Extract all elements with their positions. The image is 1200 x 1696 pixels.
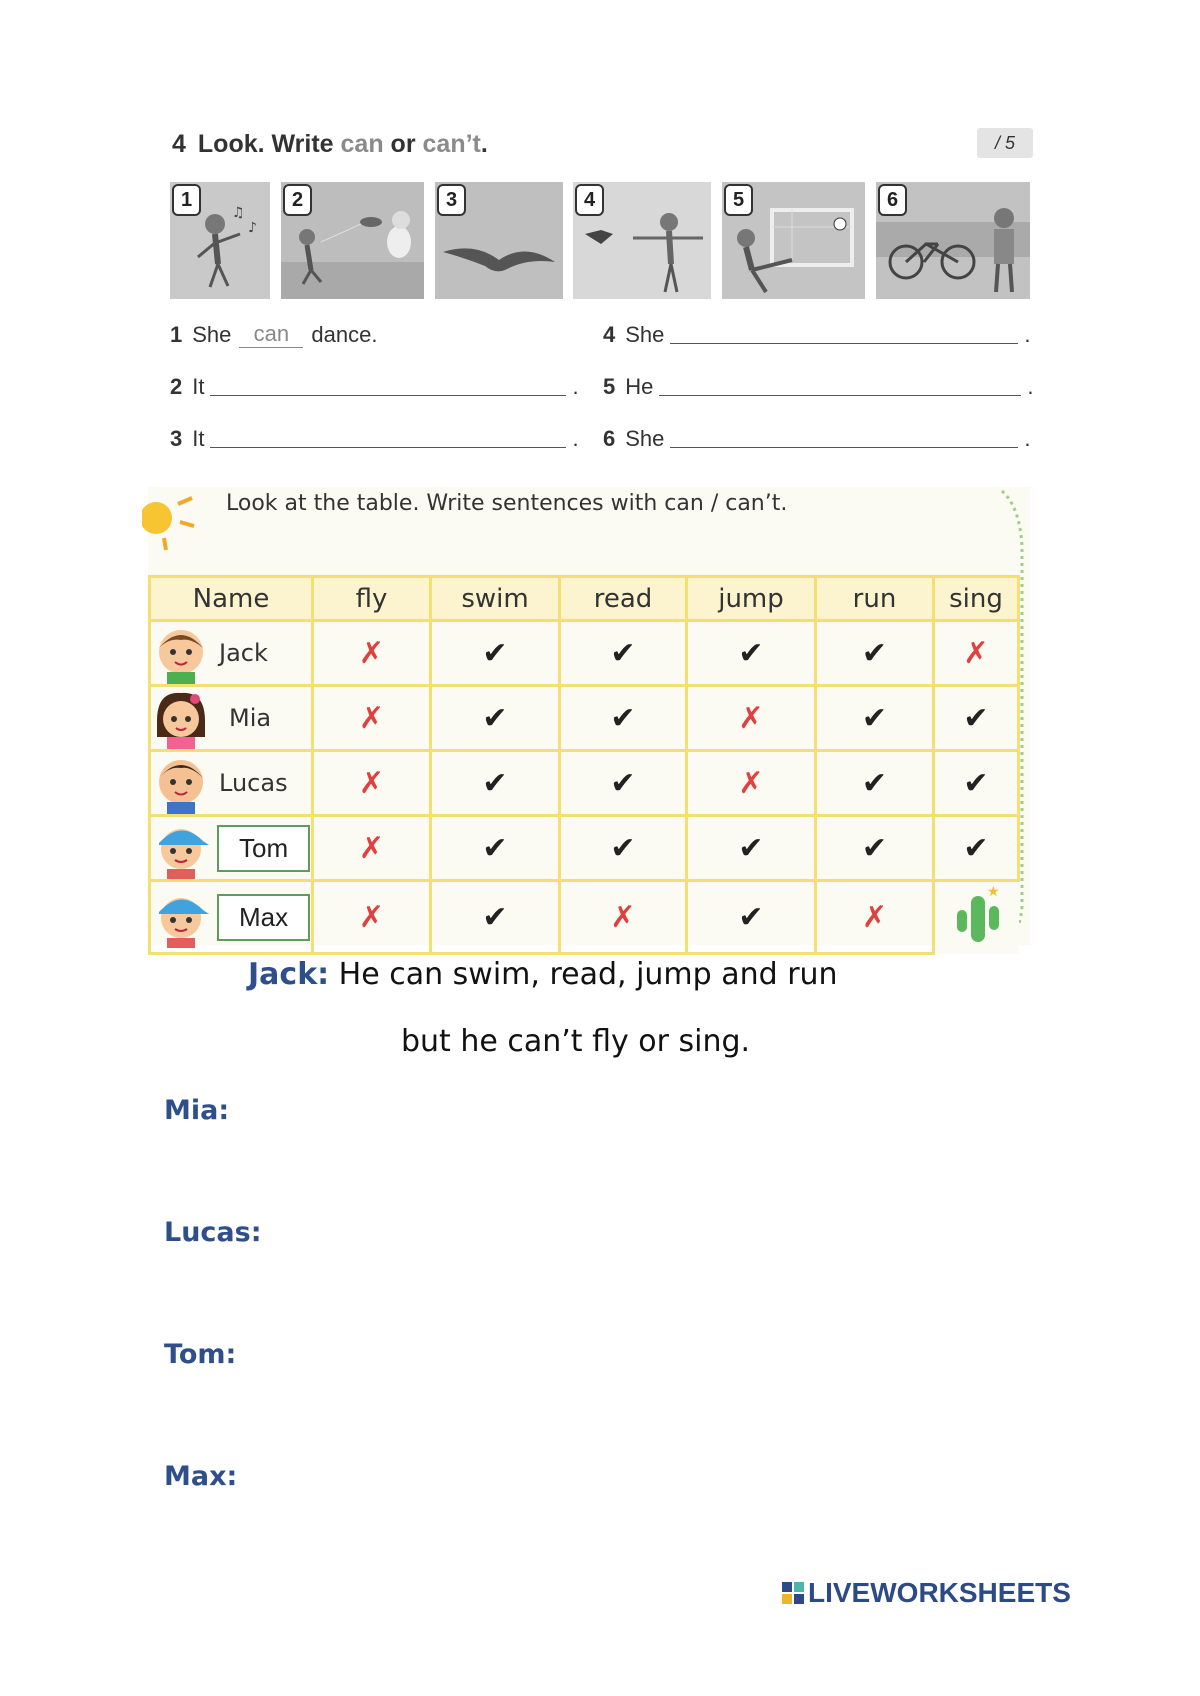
picture-1 xyxy=(170,182,270,299)
sentence-4: 4 She . xyxy=(603,322,1031,347)
label-lucas: Lucas: xyxy=(164,1217,262,1248)
example-line-2: but he can’t fly or sing. xyxy=(401,1024,751,1059)
name-cell xyxy=(150,686,313,751)
name-cell xyxy=(150,621,313,686)
kid-name: Jack xyxy=(219,639,268,667)
answer-example: can xyxy=(239,321,303,348)
check-icon: ✔ xyxy=(816,686,934,751)
table-row xyxy=(150,816,1019,881)
name-cell xyxy=(150,751,313,816)
name-cell xyxy=(150,816,313,881)
example-line-1: Jack: He can swim, read, jump and run xyxy=(248,957,838,992)
cross-icon: ✗ xyxy=(560,881,687,954)
table-row xyxy=(150,881,1019,954)
check-icon: ✔ xyxy=(431,686,560,751)
picture-4 xyxy=(573,182,711,299)
header-swim: swim xyxy=(431,577,560,621)
cross-icon: ✗ xyxy=(313,751,431,816)
answer-line[interactable] xyxy=(210,425,566,448)
name-cell xyxy=(150,881,313,954)
logo-squares-icon xyxy=(782,1582,804,1604)
score-box: / 5 xyxy=(977,128,1033,158)
sun-icon xyxy=(142,488,198,554)
check-icon: ✔ xyxy=(934,816,1019,881)
picture-6 xyxy=(876,182,1030,299)
picture-3 xyxy=(435,182,563,299)
check-icon: ✔ xyxy=(431,751,560,816)
check-icon: ✔ xyxy=(560,621,687,686)
table-row xyxy=(150,686,1019,751)
picture-number: 1 xyxy=(172,184,201,216)
check-icon: ✔ xyxy=(934,686,1019,751)
header-fly: fly xyxy=(313,577,431,621)
cross-icon: ✗ xyxy=(313,816,431,881)
header-name: Name xyxy=(150,577,313,621)
header-jump: jump xyxy=(687,577,816,621)
check-icon: ✔ xyxy=(560,816,687,881)
boy-avatar-icon xyxy=(151,622,213,684)
cross-icon: ✗ xyxy=(313,686,431,751)
answer-line[interactable] xyxy=(210,373,566,396)
check-icon: ✔ xyxy=(687,621,816,686)
kid-name: Tom xyxy=(217,825,310,872)
picture-number: 2 xyxy=(283,184,312,216)
girl-avatar-icon xyxy=(151,687,213,749)
table-row xyxy=(150,621,1019,686)
answer-line[interactable] xyxy=(670,321,1018,344)
abilities-table xyxy=(148,575,1020,955)
kid-name: Lucas xyxy=(219,769,288,797)
cross-icon: ✗ xyxy=(313,881,431,954)
header-sing: sing xyxy=(934,577,1019,621)
cactus-cell xyxy=(934,881,1019,954)
sentence-2: 2 It . xyxy=(170,374,579,399)
check-icon: ✔ xyxy=(687,881,816,954)
check-icon: ✔ xyxy=(687,816,816,881)
example-name: Jack: xyxy=(248,957,330,992)
brand-text: LIVEWORKSHEETS xyxy=(808,1577,1071,1608)
picture-5 xyxy=(722,182,865,299)
cross-icon: ✗ xyxy=(816,881,934,954)
picture-number: 3 xyxy=(437,184,466,216)
kid-name: Max xyxy=(217,894,310,941)
check-icon: ✔ xyxy=(816,751,934,816)
table-row xyxy=(150,751,1019,816)
boy-avatar-icon xyxy=(151,752,213,814)
svg-text:♫: ♫ xyxy=(232,205,245,221)
table-header-row xyxy=(150,577,1019,621)
check-icon: ✔ xyxy=(431,816,560,881)
header-run: run xyxy=(816,577,934,621)
picture-2 xyxy=(281,182,424,299)
check-icon: ✔ xyxy=(816,816,934,881)
picture-number: 5 xyxy=(724,184,753,216)
label-tom: Tom: xyxy=(164,1339,237,1370)
cross-icon: ✗ xyxy=(934,621,1019,686)
boy-with-cap-avatar-icon xyxy=(151,886,213,948)
cross-icon: ✗ xyxy=(313,621,431,686)
kid-name: Mia xyxy=(229,704,272,732)
svg-text:★: ★ xyxy=(987,884,1000,900)
boy-with-cap-avatar-icon xyxy=(151,817,213,879)
header-read: read xyxy=(560,577,687,621)
check-icon: ✔ xyxy=(816,621,934,686)
cactus-icon xyxy=(935,882,1017,944)
sentence-3: 3 It . xyxy=(170,426,579,451)
check-icon: ✔ xyxy=(560,686,687,751)
picture-number: 6 xyxy=(878,184,907,216)
answer-line[interactable] xyxy=(659,373,1021,396)
check-icon: ✔ xyxy=(431,621,560,686)
check-icon: ✔ xyxy=(431,881,560,954)
cross-icon: ✗ xyxy=(687,686,816,751)
picture-number: 4 xyxy=(575,184,604,216)
svg-text:♪: ♪ xyxy=(248,220,257,236)
table-instruction: Look at the table. Write sentences with can / can’t. xyxy=(226,491,788,516)
exercise-4-title: 4 Look. Write can or can’t. xyxy=(172,130,488,158)
label-max: Max: xyxy=(164,1461,238,1492)
liveworksheets-logo xyxy=(782,1577,1071,1609)
answer-line[interactable] xyxy=(670,425,1018,448)
sentence-6: 6 She . xyxy=(603,426,1031,451)
cross-icon: ✗ xyxy=(687,751,816,816)
label-mia: Mia: xyxy=(164,1095,230,1126)
sentence-5: 5 He . xyxy=(603,374,1034,399)
sentence-1: 1 She can dance. xyxy=(170,321,378,347)
exercise-number: 4 xyxy=(172,130,186,158)
check-icon: ✔ xyxy=(934,751,1019,816)
check-icon: ✔ xyxy=(560,751,687,816)
